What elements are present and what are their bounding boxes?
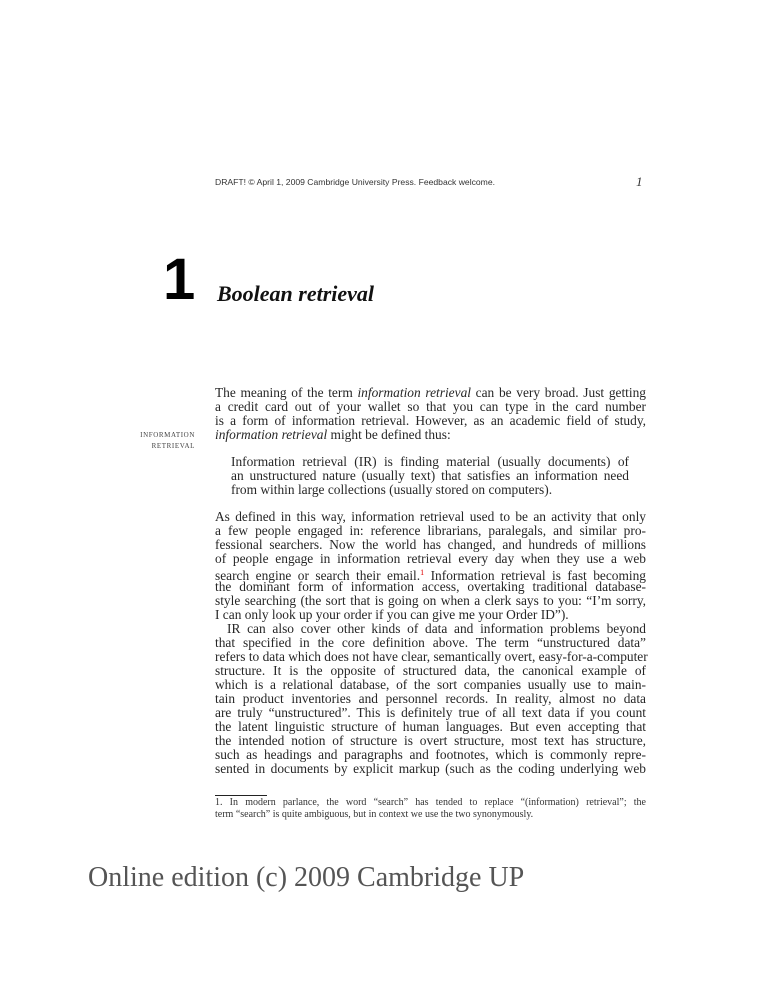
text-run: The meaning of the term <box>215 385 358 400</box>
text-line <box>215 678 646 692</box>
footnote-line: term “search” is quite ambiguous, but in context we use the two synonymously. <box>215 809 534 820</box>
text-line <box>215 594 646 608</box>
text-line <box>215 664 646 678</box>
online-edition-notice: Online edition (c) 2009 Cambridge UP <box>88 862 525 893</box>
text-line <box>215 428 646 442</box>
text-run: the dominant form of information access, overtaking traditional database- <box>215 579 646 594</box>
text-line <box>215 538 646 552</box>
paragraph-unstructured-data <box>215 622 646 776</box>
footnote-line: 1. In modern parlance, the word “search” has tended to replace “(information) retrieval”; the <box>215 797 646 808</box>
text-line <box>215 762 646 776</box>
text-line <box>215 510 646 524</box>
text-run: Information retrieval (IR) is finding material (usually documents) of <box>231 454 629 469</box>
text-run: from within large collections (usually stored on computers). <box>231 482 553 497</box>
text-line <box>215 650 646 664</box>
definition-quote <box>231 455 629 497</box>
running-head: DRAFT! © April 1, 2009 Cambridge University Press. Feedback welcome. <box>215 177 496 187</box>
text-run: sented in documents by explicit markup (such as the coding underlying web <box>215 761 646 776</box>
margin-note-line: information <box>140 429 195 440</box>
text-run: such as headings and paragraphs and footnotes, which is commonly repre- <box>215 747 646 762</box>
footnote-rule <box>215 795 267 796</box>
text-run: fessional searchers. Now the world has changed, and hundreds of millions <box>215 537 646 552</box>
text-run: which is a relational database, of the sort companies usually use to main- <box>215 677 646 692</box>
text-line <box>215 692 646 706</box>
text-line <box>215 622 646 636</box>
text-line <box>215 734 646 748</box>
text-run: the latent linguistic structure of human languages. But even accepting that <box>215 719 646 734</box>
text-run: refers to data which does not have clear, semantically overt, easy-for-a-computer <box>215 649 648 664</box>
text-run: is a form of information retrieval. However, as an academic field of study, <box>215 413 646 428</box>
text-run: might be defined thus: <box>327 427 451 442</box>
text-line <box>215 400 646 414</box>
text-run: are truly “unstructured”. This is definitely true of all text data if you count <box>215 705 646 720</box>
text-run: can be very broad. Just getting <box>470 385 647 400</box>
text-line <box>231 455 629 469</box>
chapter-number: 1 <box>163 247 196 312</box>
text-run: search engine or search their email. <box>215 568 421 583</box>
footnote-marker[interactable]: 1 <box>420 568 425 577</box>
text-line <box>231 469 629 483</box>
text-run: I can only look up your order if you can give me your Order ID”). <box>215 607 569 622</box>
text-run: Information retrieval is fast becoming <box>424 568 647 583</box>
text-run: structure. It is the opposite of structured data, the canonical example of <box>215 663 646 678</box>
text-line <box>215 386 646 400</box>
text-run: a few people engaged in: reference librarians, paralegals, and similar pro- <box>215 523 646 538</box>
text-line <box>215 706 646 720</box>
text-run: the intended notion of structure is overt structure, most text has structure, <box>215 733 646 748</box>
page-number: 1 <box>636 174 643 189</box>
margin-note-line: retrieval <box>151 440 195 451</box>
text-run: As defined in this way, information retrieval used to be an activity that only <box>215 509 646 524</box>
text-line <box>231 483 629 497</box>
text-line <box>215 580 646 594</box>
footnote <box>215 797 646 821</box>
text-line <box>215 566 647 583</box>
text-line <box>215 748 646 762</box>
paragraph-intro <box>215 386 646 442</box>
text-line <box>215 720 646 734</box>
text-line <box>215 636 646 650</box>
emphasized-term: information retrieval <box>357 385 471 400</box>
text-run: a credit card out of your wallet so that you can type in the card number <box>215 399 646 414</box>
text-run: IR can also cover other kinds of data and information problems beyond <box>227 621 646 636</box>
text-run: that specified in the core definition above. The term “unstructured data” <box>215 635 646 650</box>
text-run: an unstructured nature (usually text) that satisfies an information need <box>231 468 629 483</box>
text-line <box>215 524 646 538</box>
text-run: tain product inventories and personnel records. In reality, almost no data <box>215 691 646 706</box>
emphasized-term: information retrieval <box>215 427 328 442</box>
paragraph-history <box>215 510 646 622</box>
text-run: style searching (the sort that is going on when a clerk says to you: “I’m sorry, <box>215 593 646 608</box>
chapter-title: Boolean retrieval <box>217 281 375 306</box>
text-line <box>215 608 646 622</box>
text-run: of people engage in information retrieval every day when they use a web <box>215 551 646 566</box>
text-line <box>215 552 646 566</box>
margin-note <box>140 429 195 451</box>
text-line <box>215 414 646 428</box>
